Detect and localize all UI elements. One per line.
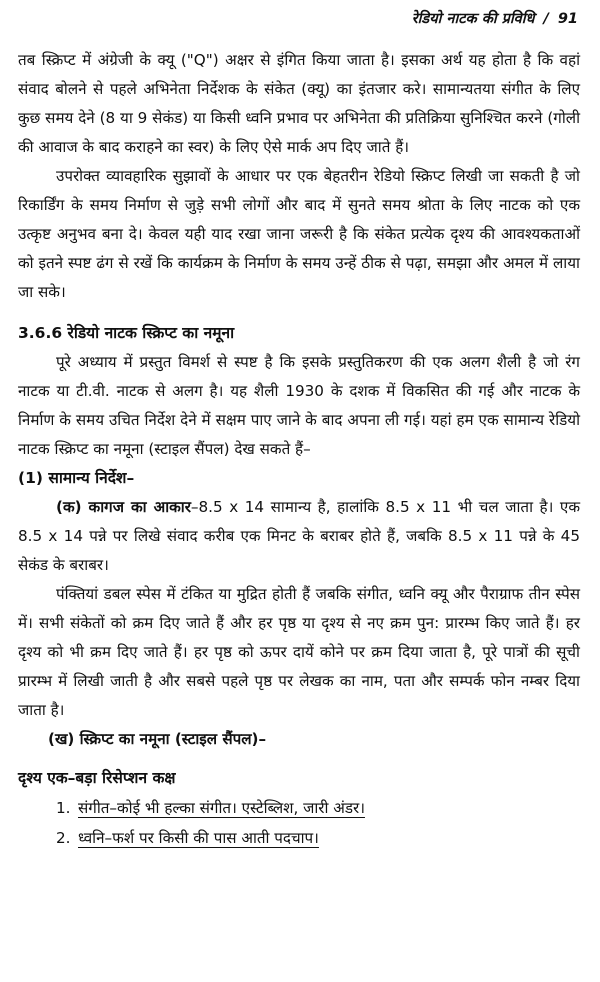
paper-size-text: –8.5 x 14 सामान्य है, हालांकि 8.5 x 11 भी चल जाता है। एक 8.5 x 14 पन्ने पर लिखे संवाद करीब एक मिनट के बराबर होते हैं, जबकि 8.5 x 11 पन्ने के 45 सेकंड के बराबर। [18,498,580,574]
paragraph-style-intro: पूरे अध्याय में प्रस्तुत विमर्श से स्पष्ट है कि इसके प्रस्तुतिकरण की एक अलग शैली है जो रंग नाटक या टी.वी. नाटक से अलग है। यह शैली 1930 के दशक में विकसित की गई और नाटक के निर्माण के समय उचित निर्देश देने में सक्षम पाए जाने के बाद अपना ली गई। यहां हम एक सामान्य रेडियो नाटक स्क्रिप्ट का नमूना (स्टाइल सैंपल) देख सकते हैं– [18,353,580,458]
running-header [412,8,578,28]
paragraph-cue-markup: तब स्क्रिप्ट में अंग्रेजी के क्यू ("Q") अक्षर से इंगित किया जाता है। इसका अर्थ यह होता है कि वहां संवाद बोलने से पहले अभिनेता निर्देशक के संकेत (क्यू) का इंतजार करे। सामान्यतया संगीत के लिए कुछ समय देने (8 या 9 सेकंड) या किसी ध्वनि प्रभाव पर अभिनेता की प्रतिक्रिया सुनिश्चित करने (गोली की आवाज के बाद कराहने का स्वर) के लिए ऐसे मार्क अप दिए जाते हैं। [18,51,580,156]
paragraph-spacing-rules: पंक्तियां डबल स्पेस में टंकित या मुद्रित होती हैं जबकि संगीत, ध्वनि क्यू और पैराग्राफ तीन स्पेस में। सभी संकेतों को क्रम दिए जाते हैं और हर पृष्ठ या दृश्य से नए क्रम पुन: प्रारम्भ किए जाते हैं। हर दृश्य को भी क्रम दिए जाते हैं। हर पृष्ठ को ऊपर दायें कोने पर क्रम दिया जाता है, पूरे पात्रों की सूची प्रारम्भ में लिखी जाती है और सबसे पहले पृष्ठ पर लेखक का नाम, पता और सम्पर्क फोन नम्बर दिया जाता है। [18,585,580,719]
paragraph-paper-size [18,493,580,580]
cue-number: 2. [56,829,71,847]
header-separator: / [543,11,549,27]
cue-item [18,823,580,853]
cue-number: 1. [56,799,71,817]
script-sample-heading: (ख) स्क्रिप्ट का नमूना (स्टाइल सैंपल)– [48,730,267,748]
section-heading: 3.6.6 रेडियो नाटक स्क्रिप्ट का नमूना [18,324,235,342]
paper-size-label: (क) कागज का आकार [56,498,191,516]
general-instructions-heading: (1) सामान्य निर्देश– [18,469,135,487]
cue-item [18,793,580,823]
paragraph-practical-tips: उपरोक्त व्यावहारिक सुझावों के आधार पर एक बेहतरीन रेडियो स्क्रिप्ट लिखी जा सकती है जो रिकार्डिंग के समय निर्माण से जुड़े सभी लोगों और बाद में सुनते समय श्रोता के लिए नाटक को एक उत्कृष्ट अनुभव बना दे। केवल यही याद रखा जाना जरूरी है कि संकेत प्रत्येक दृश्य की आवश्यकताओं को इतने स्पष्ट ढंग से रखें कि कार्यक्रम के निर्माण के समय उन्हें ठीक से पढ़ा, समझा और अमल में लाया जा सके। [18,167,580,301]
page-number: 91 [557,11,578,27]
body-text [18,46,580,853]
cue-text: संगीत–कोई भी हल्का संगीत। एस्टेब्लिश, जारी अंडर। [78,799,365,817]
cue-text: ध्वनि–फर्श पर किसी की पास आती पदचाप। [78,829,319,847]
scene-heading: दृश्य एक–बड़ा रिसेप्शन कक्ष [18,769,176,787]
cue-list [18,793,580,853]
running-title: रेडियो नाटक की प्रविधि [411,11,535,27]
